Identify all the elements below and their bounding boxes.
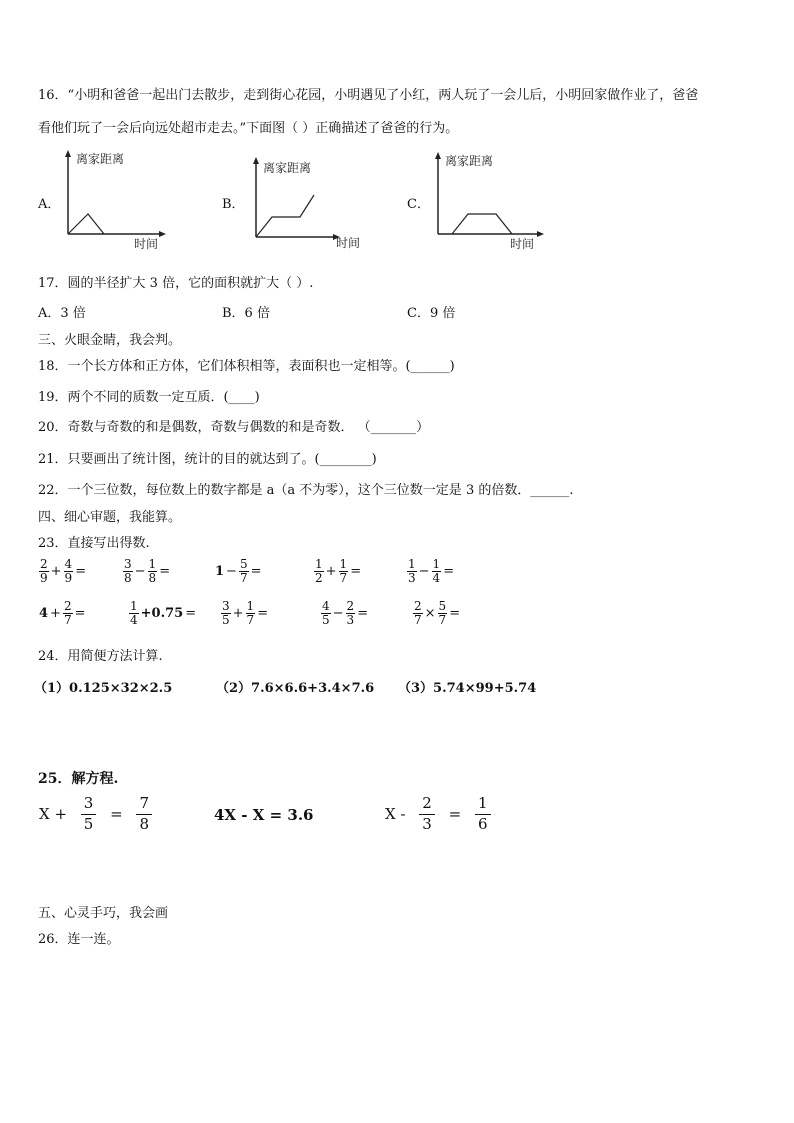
section5-heading: 五、心灵手巧，我会画 [38,906,169,921]
q23-r1-expr2: $\frac{3}{8}$ − $\frac{1}{8}$ = [124,557,171,585]
section4-heading: 四、细心审题，我能算。 [38,510,182,525]
graph-b-ylabel: 离家距离 [263,161,312,175]
q25-equation-2: 4X - X = 3.6 [214,806,314,824]
q16-option-a-label: A． [38,197,61,212]
q23-r1-expr1: $\frac{2}{9}$ + $\frac{4}{9}$ = [40,557,87,585]
graph-b-xlabel: 时间 [336,236,361,250]
q22-text: 22．一个三位数，每位数上的数字都是 a（a 不为零），这个三位数一定是 3 的倍数．______. [38,483,574,498]
q25-equation-3: X - $\frac{2}{3}$ = $\frac{1}{6}$ [384,796,499,833]
graph-c-ylabel: 离家距离 [445,154,494,168]
q16-graph-b [250,155,370,254]
graph-c-xlabel: 时间 [510,237,535,251]
q20-text: 20．奇数与奇数的和是偶数，奇数与偶数的和是奇数． （_______） [38,420,430,435]
q16-text-line2: 看他们玩了一会后向远处超市走去。”下面图（ ）正确描述了爸爸的行为。 [38,121,459,136]
q23-title: 23．直接写出得数. [38,536,150,551]
q16-option-b-label: B． [222,197,245,212]
q17-text: 17．圆的半径扩大 3 倍，它的面积就扩大（ ）. [38,276,314,291]
q23-r1-expr5: $\frac{1}{3}$ − $\frac{1}{4}$ = [408,557,455,585]
graph-a-xlabel: 时间 [134,237,159,251]
q23-r2-expr3: $\frac{3}{5}$ + $\frac{1}{7}$ = [222,599,269,627]
q23-r2-expr4: $\frac{4}{5}$ − $\frac{2}{3}$ = [322,599,369,627]
q23-r2-expr2: $\frac{1}{4}$ +0.75= [130,599,197,627]
q24-item-3: （3）5.74×99+5.74 [398,681,537,696]
q19-text: 19．两个不同的质数一定互质．(____) [38,390,260,405]
q25-equation-1: X + $\frac{3}{5}$ = $\frac{7}{8}$ [38,796,160,833]
q16-graph-c [432,150,552,254]
q24-item-1: （1）0.125×32×2.5 [34,681,173,696]
section3-heading: 三、火眼金睛，我会判。 [38,333,182,348]
q23-r2-expr1: 4 + $\frac{2}{7}$ = [39,599,86,627]
q16-graph-a [62,150,172,254]
q23-r1-expr3: 1 − $\frac{5}{7}$ = [215,557,262,585]
q18-text: 18．一个长方体和正方体，它们体积相等，表面积也一定相等。(______) [38,359,455,374]
q16-text-line1: 16．“小明和爸爸一起出门去散步，走到街心花园，小明遇见了小红，两人玩了一会儿后，小明回家做作业了，爸爸 [38,88,699,103]
q25-title: 25．解方程. [38,771,119,787]
graph-a-ylabel: 离家距离 [76,152,125,166]
q24-title: 24．用简便方法计算. [38,649,163,664]
q23-r2-expr5: $\frac{2}{7}$ × $\frac{5}{7}$ = [414,599,461,627]
q16-option-c-label: C． [407,197,430,212]
q21-text: 21．只要画出了统计图，统计的目的就达到了。(________) [38,452,377,467]
q24-item-2: （2）7.6×6.6+3.4×7.6 [216,681,375,696]
q17-option-c: C．9 倍 [407,306,456,321]
q26-text: 26．连一连。 [38,932,120,947]
q17-option-b: B．6 倍 [222,306,270,321]
q23-r1-expr4: $\frac{1}{2}$ + $\frac{1}{7}$ = [315,557,362,585]
q17-option-a: A．3 倍 [38,306,86,321]
